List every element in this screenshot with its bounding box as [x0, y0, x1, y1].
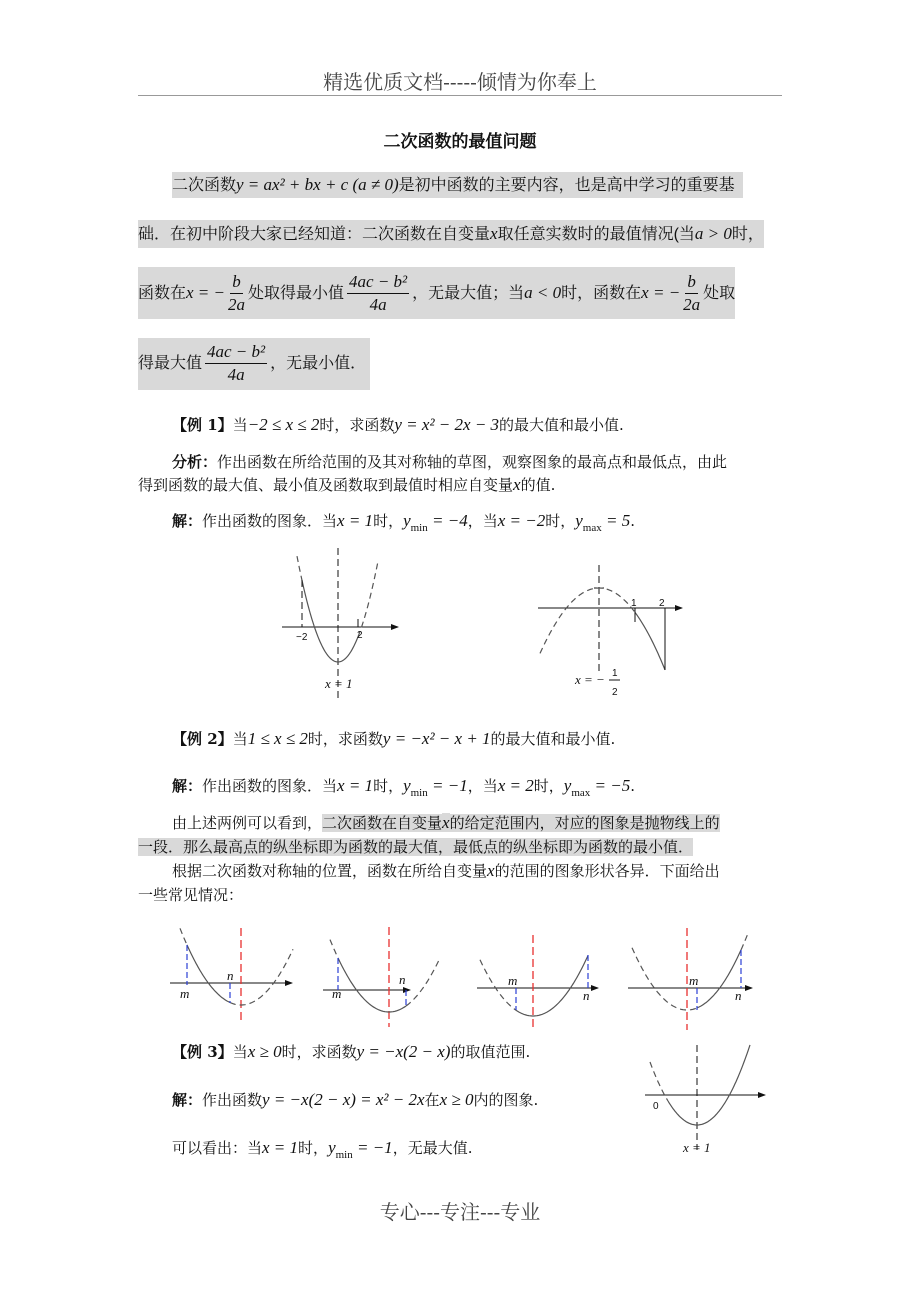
math-expression: x = 1 [337, 511, 374, 530]
math-expression: y = −x(2 − x) [356, 1042, 451, 1061]
text-segment: 时，求函数 [319, 416, 395, 434]
graph1-curve-dashed [297, 556, 302, 580]
text-segment: 时，函数在 [561, 285, 642, 302]
example-1-analysis-1 [172, 452, 727, 472]
math-expression: y = −x² − x + 1 [382, 729, 491, 748]
text-segment: 的最大值和最小值. [499, 416, 624, 434]
text-segment: 时，求函数 [281, 1043, 357, 1061]
math-expression: a > 0 [694, 224, 732, 243]
highlighted-math: x [442, 813, 450, 832]
math-expression: −2 ≤ x ≤ 2 [247, 415, 320, 434]
math-expression: x = 2 [497, 776, 534, 795]
page-header: 精选优质文档-----倾情为你奉上 [323, 70, 597, 94]
case3-curve-dashed [480, 960, 516, 1010]
text-segment: 当 [232, 416, 248, 434]
text-segment: 函数在 [138, 285, 187, 302]
math-expression: 1 ≤ x ≤ 2 [247, 729, 308, 748]
text-segment: 时， [373, 512, 404, 530]
math-expression: = 5 [601, 511, 631, 530]
math-expression: y = ax² + bx + c (a ≠ 0) [236, 175, 399, 194]
graph2-fraction-den: 2 [612, 687, 618, 698]
text-segment: 础．在初中阶段大家已经知道：二次函数在自变量 [138, 226, 491, 243]
fraction [205, 341, 267, 386]
fraction-numerator: b [230, 271, 243, 294]
math-expression: x = −2 [497, 511, 546, 530]
math-expression: x = 1 [262, 1138, 299, 1157]
math-expression: x ≥ 0 [439, 1090, 474, 1109]
graph2-axis-label: x = − [575, 672, 605, 687]
bold-label: 解： [172, 1091, 203, 1109]
math-subscript: max [571, 787, 591, 799]
graph2-curve-dashed [540, 588, 635, 653]
example-1-solution [172, 511, 635, 538]
math-subscript: min [410, 787, 428, 799]
highlighted-text: 的给定范围内，对应的图象是抛物线上的 [449, 814, 720, 832]
text-segment: 当 [232, 730, 248, 748]
fraction [347, 271, 409, 316]
math-expression: x ≥ 0 [247, 1042, 282, 1061]
math-expression: y [403, 511, 411, 530]
math-subscript: min [335, 1149, 353, 1161]
graph2-curve-solid [635, 612, 665, 670]
text-segment: ，当 [467, 777, 498, 795]
case3-n: n [583, 988, 590, 1003]
fraction-numerator: 4ac − b² [205, 341, 267, 364]
text-segment: 二次函数 [172, 177, 237, 194]
fraction-numerator: 4ac − b² [347, 271, 409, 294]
header-divider [138, 95, 782, 96]
case2-curve-solid [338, 958, 406, 1012]
intro-line-3 [138, 267, 735, 319]
math-expression: x [487, 861, 495, 880]
case2-curve-dashed [406, 958, 440, 1006]
case1-curve-solid [187, 945, 230, 1003]
graph1-curve-dashed [358, 561, 378, 637]
text-segment: ，无最小值． [270, 355, 367, 372]
fraction [228, 271, 245, 316]
conclusion-line-1 [172, 813, 720, 833]
case1-n: n [227, 968, 234, 983]
fraction-denominator: 2a [228, 295, 246, 315]
example-3-conclusion [172, 1138, 472, 1165]
example-3-solution [172, 1090, 538, 1110]
graph1-curve-solid [302, 580, 358, 662]
math-expression: = −1 [352, 1138, 393, 1157]
fraction-numerator: b [685, 271, 698, 294]
graph3-curve-dashed [650, 1062, 668, 1101]
example-1-analysis-2 [138, 475, 555, 495]
graph3-curve-solid [668, 1045, 750, 1125]
text-segment: 的范围的图象形状各异．下面给出 [494, 862, 720, 880]
text-segment: 时， [533, 777, 564, 795]
text-segment: . [630, 512, 635, 530]
text-segment: 作出函数的图象．当 [202, 777, 338, 795]
text-segment: 作出函数的图象．当 [202, 512, 338, 530]
math-expression: = −5 [590, 776, 631, 795]
conclusion-line-2 [138, 837, 693, 857]
bold-label: 【例 1】 [172, 416, 233, 434]
math-expression: y = −x(2 − x) = x² − 2x [262, 1090, 425, 1109]
text-segment: 取任意实数时的最值情况(当 [497, 226, 695, 243]
math-expression: y [403, 776, 411, 795]
intro-line-4 [138, 338, 370, 390]
math-expression: = −1 [427, 776, 468, 795]
text-segment: 得最大值 [138, 355, 203, 372]
bold-label: 【例 2】 [172, 730, 233, 748]
graph2-label-2: 2 [659, 598, 665, 609]
math-subscript: max [582, 522, 602, 534]
text-segment: 可以看出：当 [172, 1139, 263, 1157]
math-expression: y [328, 1138, 336, 1157]
text-segment: 时， [298, 1139, 329, 1157]
case2-curve-dashed [330, 940, 338, 958]
graph1-label-minus2: −2 [296, 632, 308, 643]
example-1-question [172, 415, 624, 435]
text-segment: 由上述两例可以看到， [172, 814, 323, 832]
text-segment: 的最大值和最小值. [490, 730, 616, 748]
text-segment: 时，求函数 [307, 730, 383, 748]
graph2-fraction-num: 1 [612, 668, 618, 679]
page-footer: 专心---专注---专业 [379, 1200, 541, 1224]
text-segment: 得到函数的最大值、最小值及函数取到最值时相应自变量 [138, 476, 514, 494]
text-segment: 处取 [703, 285, 736, 302]
case4-m: m [689, 973, 699, 988]
text-segment: 内的图象. [473, 1091, 539, 1109]
intro-line-2 [138, 220, 764, 248]
bold-label: 分析： [172, 453, 218, 471]
math-expression: x [513, 475, 521, 494]
text-segment: 的值. [520, 476, 556, 494]
math-expression: y [575, 511, 583, 530]
math-expression: a < 0 [524, 283, 562, 302]
fraction-denominator: 2a [683, 295, 701, 315]
case2-n: n [399, 972, 406, 987]
text-segment: 当 [232, 1043, 248, 1061]
text-segment: 在 [424, 1091, 440, 1109]
text-segment: . [630, 777, 635, 795]
case4-curve-dashed [632, 948, 697, 1010]
text-segment: ，当 [467, 512, 498, 530]
bold-label: 解： [172, 777, 203, 795]
fraction [683, 271, 700, 316]
math-expression: x = − [186, 283, 226, 302]
text-segment: 的取值范围. [450, 1043, 531, 1061]
graph3-label-0: 0 [653, 1101, 659, 1112]
highlighted-text: 一段．那么最高点的纵坐标即为函数的最大值，最低点的纵坐标即为函数的最小值． [138, 838, 694, 856]
text-segment: 作出函数 [202, 1091, 263, 1109]
conclusion-line-3 [172, 861, 720, 881]
case1-m: m [180, 986, 190, 1001]
graph3-axis-label: x = 1 [683, 1140, 711, 1155]
bold-label: 解： [172, 512, 203, 530]
case3-m: m [508, 973, 518, 988]
case2-m: m [332, 986, 342, 1001]
intro-line-1 [172, 172, 743, 198]
math-expression: x [490, 224, 498, 243]
math-expression: = −4 [427, 511, 468, 530]
highlighted-text: 二次函数在自变量 [322, 814, 443, 832]
graph1-label-2: 2 [357, 630, 363, 641]
graph1-axis-label: x = 1 [325, 676, 353, 691]
text-segment: 是初中函数的主要内容，也是高中学习的重要基 [398, 177, 735, 194]
case1-curve-dashed [180, 928, 187, 945]
text-segment: 根据二次函数对称轴的位置，函数在所给自变量 [172, 862, 488, 880]
math-expression: y = x² − 2x − 3 [394, 415, 500, 434]
text-segment: ，无最大值；当 [412, 285, 525, 302]
fraction-denominator: 4a [227, 365, 245, 385]
example-3-question [172, 1042, 530, 1062]
example-2-solution [172, 776, 635, 803]
text-segment: 处取得最小值 [248, 285, 345, 302]
example-2-question [172, 729, 615, 749]
math-expression: y [563, 776, 572, 795]
math-subscript: min [410, 522, 428, 534]
math-expression: x = 1 [337, 776, 374, 795]
text-segment: 时， [731, 226, 764, 243]
fraction-denominator: 4a [369, 295, 387, 315]
text-segment: 时， [545, 512, 576, 530]
text-segment: 作出函数在所给范围的及其对称轴的草图，观察图象的最高点和最低点，由此 [217, 453, 728, 471]
case1-curve-dashed [230, 949, 293, 1005]
graph2-label-1: 1 [631, 598, 637, 609]
case4-curve-dashed [741, 933, 748, 950]
math-expression: x = − [641, 283, 681, 302]
text-segment: 一些常见情况： [138, 886, 244, 904]
bold-label: 【例 3】 [172, 1043, 233, 1061]
document-title: 二次函数的最值问题 [383, 132, 537, 151]
text-segment: ，无最大值. [392, 1139, 473, 1157]
conclusion-line-4 [138, 885, 243, 905]
case3-curve-solid [516, 956, 588, 1017]
case4-curve-solid [697, 950, 741, 1008]
case4-n: n [735, 988, 742, 1003]
text-segment: 时， [373, 777, 404, 795]
